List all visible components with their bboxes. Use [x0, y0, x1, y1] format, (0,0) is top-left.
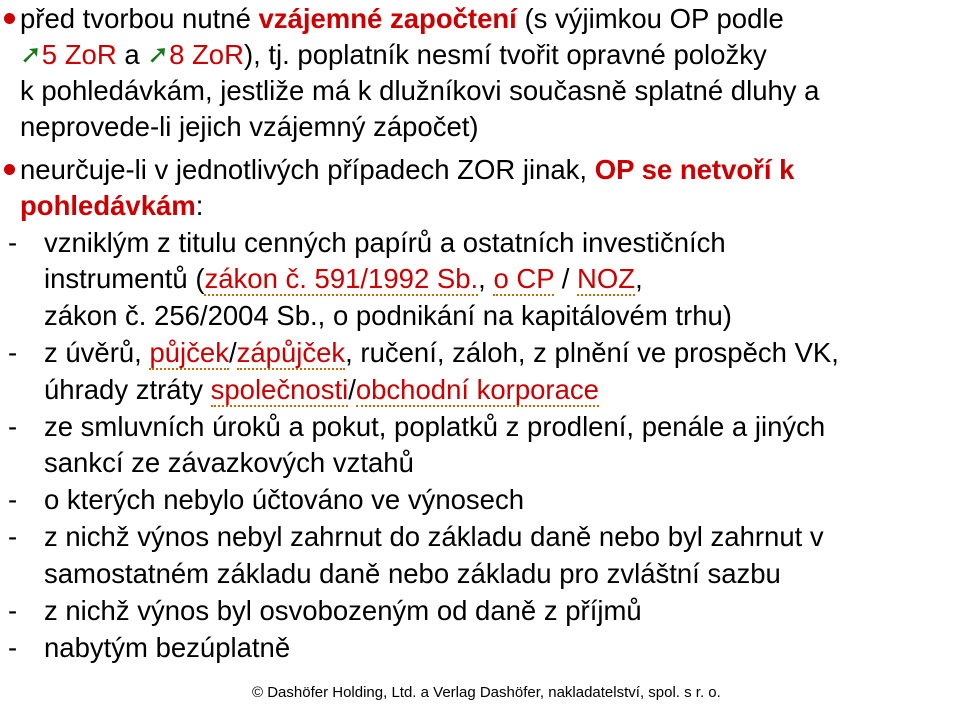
reference-zor-8[interactable]: 8 ZoR	[169, 39, 244, 70]
list-dash: -	[8, 227, 18, 258]
item-1-line-3: zákon č. 256/2004 Sb., o podnikání na kapitálovém trhu)	[44, 300, 732, 331]
item-3-line-2: sankcí ze závazkových vztahů	[44, 447, 414, 478]
list-dash: -	[8, 595, 18, 626]
bullet-2-line-1	[20, 151, 794, 188]
text: :	[195, 190, 204, 221]
emphasis-mutual-offset: vzájemné započtení	[258, 3, 517, 34]
text: ,	[478, 263, 494, 294]
bullet-2-line-2	[20, 187, 203, 224]
text: před tvorbou nutné	[20, 3, 259, 34]
bullet-1-line-1	[20, 0, 784, 37]
item-5-line-2: samostatném základu daně nebo základu pro zvláštní sazbu	[44, 558, 781, 589]
term-link-obchodni-korporace[interactable]: obchodní korporace	[355, 374, 599, 405]
text: instrumentů (	[44, 263, 205, 294]
law-link-o-cp[interactable]: o CP	[493, 263, 555, 294]
item-1-line-2	[44, 260, 643, 297]
item-4-line-1: o kterých nebylo účtováno ve výnosech	[44, 484, 525, 515]
term-link-spolecnosti[interactable]: společnosti	[210, 374, 349, 405]
list-dash: -	[8, 484, 18, 515]
bullet-1-line-2	[20, 36, 767, 74]
bullet-1-line-4: neprovede-li jejich vzájemný zápočet)	[20, 111, 479, 142]
item-6-line-1: z nichž výnos byl osvobozeným od daně z příjmů	[44, 595, 642, 626]
emphasis-no-provisions: OP se netvoří k	[594, 154, 795, 185]
list-dash: -	[8, 411, 18, 442]
item-1-line-1: vzniklým z titulu cenných papírů a ostatních investičních	[44, 227, 726, 258]
item-2-line-2	[44, 371, 599, 408]
list-dash: -	[8, 337, 18, 368]
text: (s výjimkou OP podle	[516, 3, 784, 34]
bullet-1-line-3: k pohledávkám, jestliže má k dlužníkovi současně splatné dluhy a	[20, 75, 820, 106]
text: /	[554, 263, 577, 294]
copyright-footer: © Dashöfer Holding, Ltd. a Verlag Dashöfer, nakladatelství, spol. s r. o.	[252, 684, 721, 701]
text: , ručení, záloh, z plnění ve prospěch VK,	[345, 337, 839, 368]
text: ,	[635, 263, 643, 294]
term-link-zapujcek[interactable]: zápůjček	[236, 337, 346, 368]
item-3-line-1: ze smluvních úroků a pokut, poplatků z prodlení, penále a jiných	[44, 411, 826, 442]
law-link-591-1992[interactable]: zákon č. 591/1992 Sb.	[204, 263, 479, 294]
item-2-line-1	[44, 334, 839, 371]
law-link-noz[interactable]: NOZ	[577, 263, 636, 294]
list-dash: -	[8, 632, 18, 663]
reference-zor-5[interactable]: 5 ZoR	[41, 39, 117, 70]
text: úhrady ztráty	[44, 374, 211, 405]
emphasis-receivables: pohledávkám	[20, 190, 196, 221]
item-7-line-1: nabytým bezúplatně	[44, 632, 291, 663]
section-arrow-icon: ➚	[147, 39, 170, 69]
text: /	[228, 337, 237, 368]
text: z úvěrů,	[44, 337, 150, 368]
item-5-line-1: z nichž výnos nebyl zahrnut do základu daně nebo byl zahrnut v	[44, 521, 824, 552]
text: neurčuje-li v jednotlivých případech ZOR jinak,	[20, 154, 595, 185]
list-dash: -	[8, 521, 18, 552]
text: ), tj. poplatník nesmí tvořit opravné položky	[243, 39, 767, 70]
text: /	[348, 374, 356, 405]
bullet-marker	[4, 164, 15, 175]
term-link-pujcek[interactable]: půjček	[149, 337, 229, 368]
bullet-marker	[4, 13, 15, 24]
text: a	[116, 39, 148, 70]
section-arrow-icon: ➚	[20, 39, 42, 69]
